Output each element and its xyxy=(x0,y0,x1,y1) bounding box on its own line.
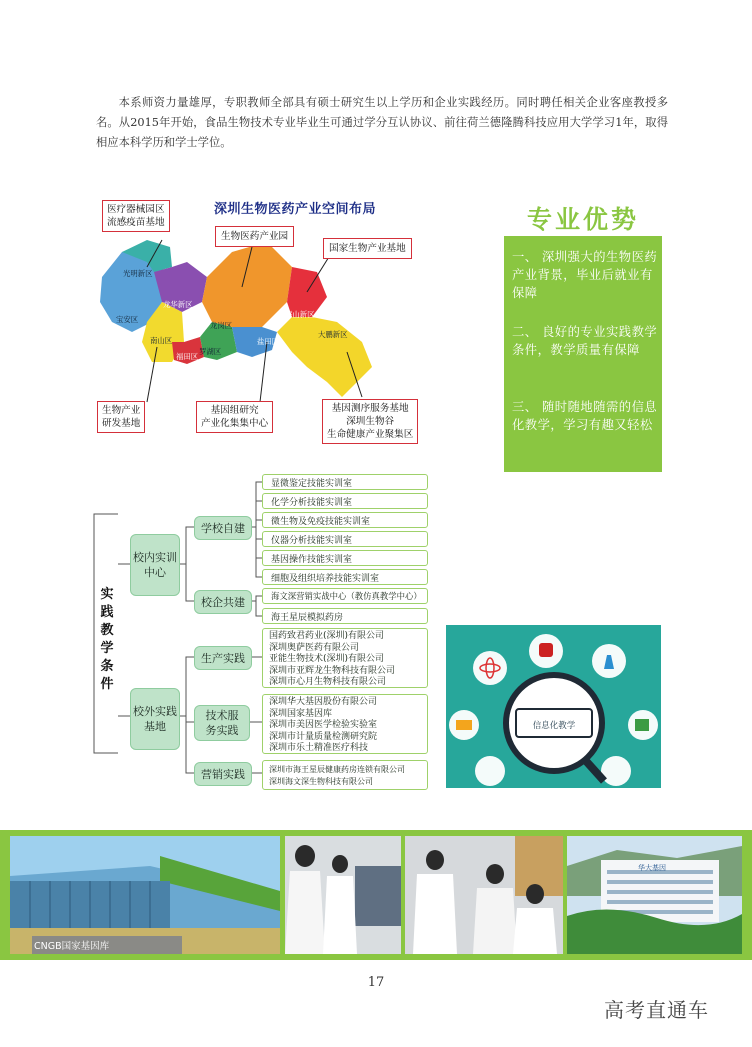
node-co-built: 校企共建 xyxy=(194,590,252,614)
illustration-graphic xyxy=(446,625,661,788)
list-item: 深圳奥萨医药有限公司 xyxy=(269,642,360,653)
leaf-self-4: 仪器分析技能实训室 xyxy=(262,531,428,547)
photo-graphic xyxy=(285,836,401,954)
node-outer-practice-base: 校外实践基地 xyxy=(130,688,180,750)
list-item: 深圳市亚辉龙生物科技有限公司 xyxy=(269,665,396,676)
leaf-co-1: 海文深营销实战中心（教仿真教学中心） xyxy=(262,588,428,604)
leaf-self-1: 显微鉴定技能实训室 xyxy=(262,474,428,490)
list-item: 国药致君药业(深圳)有限公司 xyxy=(269,631,385,641)
list-item: 深圳市海王星辰健康药房连锁有限公司 xyxy=(269,765,405,774)
intro-paragraph: 本系师资力量雄厚，专职教师全部具有硕士研究生以上学历和企业实践经历。同时聘任相关企业客座教授多名。从2015年开始，食品生物技术专业毕业生可通过学分互认协议、前往荷兰德隆腾科技应用大学学习1年，取得相应本科学历和学士学位。 xyxy=(96,96,668,149)
leaf-self-6: 细胞及组织培养技能实训室 xyxy=(262,569,428,585)
district-guangming: 光明新区 xyxy=(123,269,153,278)
advantage-item-2: 二、 良好的专业实践教学条件，教学质量有保障 xyxy=(512,325,658,357)
node-production: 生产实践 xyxy=(194,646,252,670)
leaf-self-3: 微生物及免疫技能实训室 xyxy=(262,512,428,528)
district-yantian: 盐田区 xyxy=(257,337,280,346)
list-item: 深圳海文深生物科技有限公司 xyxy=(269,776,373,786)
node-inner-training-center: 校内实训中心 xyxy=(130,534,180,596)
district-dapeng: 大鹏新区 xyxy=(318,330,348,339)
photo-cngb-building xyxy=(10,836,280,954)
leaf-self-2: 化学分析技能实训室 xyxy=(262,493,428,509)
district-longgang: 龙岗区 xyxy=(210,321,233,330)
district-nanshan: 南山区 xyxy=(150,336,173,345)
district-futian: 福田区 xyxy=(176,352,199,361)
illustration-screen-text: 信息化教学 xyxy=(532,721,576,731)
tree-root: 实践教学条件 xyxy=(100,587,114,692)
photo-bgi-sign: 华大基因 xyxy=(638,864,666,872)
brand-watermark: 高考直通车 xyxy=(604,998,709,1022)
photo-lab-students xyxy=(285,836,401,954)
photo-lab-group xyxy=(405,836,563,954)
advantages-title: 专业优势 xyxy=(526,205,639,234)
district-longhua: 龙华新区 xyxy=(163,300,193,309)
label-line: 生物产业 xyxy=(102,405,141,416)
photo-bgi-building xyxy=(567,836,742,954)
page-number: 17 xyxy=(367,975,385,990)
photo-strip xyxy=(0,830,752,960)
leaf-production-list xyxy=(262,628,428,688)
label-line: 研发基地 xyxy=(102,418,141,429)
leaf-co-2: 海王星辰模拟药房 xyxy=(262,608,428,624)
leaf-marketing-list xyxy=(262,760,428,790)
label-line: 基因测序服务基地 xyxy=(331,403,409,414)
advantage-item-3: 三、 随时随地随需的信息化教学，学习有趣又轻松 xyxy=(512,400,658,432)
photo-graphic xyxy=(567,836,742,954)
list-item: 深圳华大基因股份有限公司 xyxy=(269,697,378,707)
district-pingshan: 坪山新区 xyxy=(285,310,315,319)
label-line: 生命健康产业聚集区 xyxy=(327,429,414,440)
district-baoan: 宝安区 xyxy=(116,315,139,324)
label-line: 深圳生物谷 xyxy=(346,416,395,427)
label-line: 产业化集集中心 xyxy=(201,418,269,429)
info-teaching-illustration xyxy=(446,625,661,788)
list-item: 深圳市美因医学检验实验室 xyxy=(269,720,378,730)
photo-cngb-sign: CNGB国家基因库 xyxy=(34,941,110,952)
district-luohu: 罗湖区 xyxy=(199,347,222,356)
list-item: 亚能生物技术(深圳)有限公司 xyxy=(269,654,385,664)
node-self-built: 学校自建 xyxy=(194,516,252,540)
label-bio-park: 生物医药产业园 xyxy=(215,226,294,247)
node-tech-service: 技术服务实践 xyxy=(194,705,250,741)
advantage-item-1: 一、 深圳强大的生物医药产业背景，毕业后就业有保障 xyxy=(512,250,658,300)
label-line: 基因组研究 xyxy=(210,405,259,416)
map-title: 深圳生物医药产业空间布局 xyxy=(214,202,377,217)
label-line: 医疗器械园区 xyxy=(107,204,165,215)
leaf-self-5: 基因操作技能实训室 xyxy=(262,550,428,566)
label-national-base: 国家生物产业基地 xyxy=(323,238,412,259)
photo-graphic xyxy=(405,836,563,954)
node-marketing: 营销实践 xyxy=(194,762,252,786)
photo-graphic xyxy=(10,836,280,954)
leaf-tech-list xyxy=(262,694,428,754)
list-item: 深圳市心月生物科技有限公司 xyxy=(269,677,387,687)
list-item: 深圳市计量质量检测研究院 xyxy=(269,731,378,742)
list-item: 深圳市乐土精准医疗科技 xyxy=(269,743,369,753)
label-line: 流感疫苗基地 xyxy=(107,217,165,228)
list-item: 深圳国家基因库 xyxy=(269,708,333,719)
